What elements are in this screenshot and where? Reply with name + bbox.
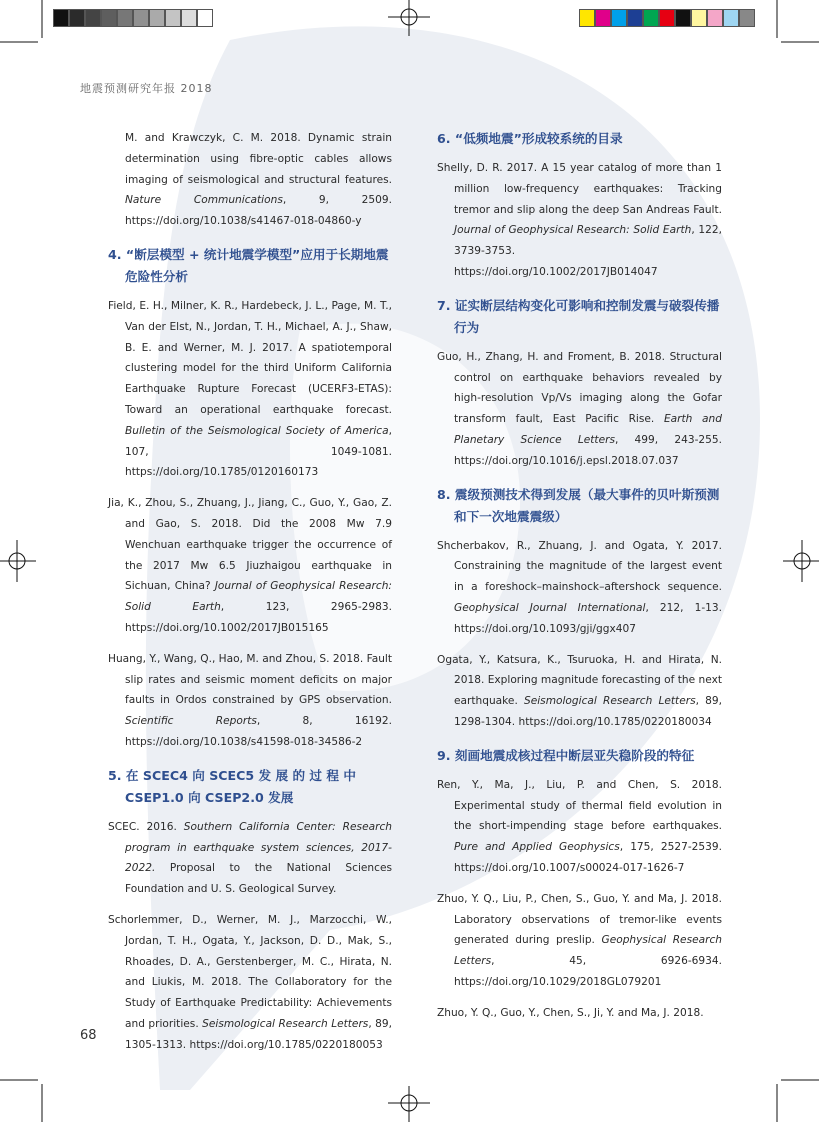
section-heading-9: 9. 刻画地震成核过程中断层亚失稳阶段的特征	[437, 747, 695, 763]
grayscale-color-bar	[53, 9, 213, 27]
color-swatch	[691, 9, 707, 27]
reference-entry: Schorlemmer, D., Werner, M. J., Marzocchi, W., Jordan, T. H., Ogata, Y., Jackson, D. D., Mak, S., Rhoades, D. A., Gerstenberger, M. C., Hirata, N. and Liukis, M. 2018. The Collaboratory for the Study of Earthquake Predictability: Achievements and priorities. Seismological Research Letters, 89, 1305-1313. https://doi.org/10.1785/0220180053	[108, 913, 392, 1051]
color-swatch	[101, 9, 117, 27]
color-swatch	[197, 9, 213, 27]
color-swatch	[53, 9, 69, 27]
color-swatch	[707, 9, 723, 27]
color-swatch	[723, 9, 739, 27]
page-number: 68	[80, 1028, 97, 1043]
color-swatch	[659, 9, 675, 27]
reference-entry: Guo, H., Zhang, H. and Froment, B. 2018. Structural control on earthquake behaviors revealed by high-resolution Vp/Vs imaging along the Gofar transform fault, East Pacific Rise. Earth and Planetary Science Letters, 499, 243-255. https://doi.org/10.1016/j.epsl.2018.07.037	[437, 350, 723, 467]
color-swatch	[85, 9, 101, 27]
color-swatch	[165, 9, 181, 27]
color-swatch	[595, 9, 611, 27]
reference-entry: Jia, K., Zhou, S., Zhuang, J., Jiang, C., Guo, Y., Gao, Z. and Gao, S. 2018. Did the 2008 Mw 7.9 Wenchuan earthquake trigger the occurrence of the 2017 Mw 6.5 Jiuzhaigou earthquake in Sichuan, China? Journal of Geophysical Research: Solid Earth, 123, 2965-2983. https://doi.org/10.1002/2017JB015165	[108, 497, 392, 634]
color-swatch	[133, 9, 149, 27]
reference-entry: Ren, Y., Ma, J., Liu, P. and Chen, S. 2018. Experimental study of thermal field evolution in the short-impending stage before earthquakes. Pure and Applied Geophysics, 175, 2527-2539. https://doi.org/10.1007/s00024-017-1626-7	[437, 778, 722, 874]
color-swatch	[627, 9, 643, 27]
reference-entry: Field, E. H., Milner, K. R., Hardebeck, J. L., Page, M. T., Van der Elst, N., Jordan, T. H., Michael, A. J., Shaw, B. E. and Werner, M. J. 2017. A spatiotemporal clustering model for the third Uniform California Earthquake Rupture Forecast (UCERF3-ETAS): Toward an operational earthquake forecast. Bulletin of the Seismological Society of America, 107, 1049-1081. https://doi.org/10.1785/0120160173	[108, 299, 392, 479]
cmyk-color-bar	[579, 9, 755, 27]
color-swatch	[181, 9, 197, 27]
color-swatch	[611, 9, 627, 27]
reference-entry: Zhuo, Y. Q., Guo, Y., Chen, S., Ji, Y. and Ma, J. 2018.	[437, 1006, 704, 1019]
color-swatch	[739, 9, 755, 27]
color-swatch	[675, 9, 691, 27]
reference-entry: Ogata, Y., Katsura, K., Tsuruoka, H. and Hirata, N. 2018. Exploring magnitude forecasting of the next earthquake. Seismological Research Letters, 89, 1298-1304. https://doi.org/10.1785/0220180034	[437, 653, 722, 728]
section-heading-5: 5. 在 SCEC4 向 SCEC5 发 展 的 过 程 中 CSEP1.0 向 CSEP2.0 发展	[108, 767, 356, 805]
reference-entry: M. and Krawczyk, C. M. 2018. Dynamic strain determination using fibre-optic cables allows imaging of seismological and structural features. Nature Communications, 9, 2509. https://doi.org/10.1038/s41467-018-04860-y	[125, 132, 393, 228]
reference-entry: Huang, Y., Wang, Q., Hao, M. and Zhou, S. 2018. Fault slip rates and seismic moment deficits on major faults in Ordos constrained by GPS observation. Scientific Reports, 8, 16192. https://doi.org/10.1038/s41598-018-34586-2	[108, 652, 393, 748]
section-heading-6: 6. “低频地震”形成较系统的目录	[437, 131, 623, 146]
reference-entry: Shelly, D. R. 2017. A 15 year catalog of more than 1 million low-frequency earthquakes: Tracking tremor and slip along the deep San Andreas Fault. Journal of Geophysical Research: Solid Earth, 122, 3739-3753. https://doi.org/10.1002/2017JB014047	[437, 162, 722, 278]
page-header-title: 地震预测研究年报 2018	[80, 82, 213, 95]
reference-entry: Shcherbakov, R., Zhuang, J. and Ogata, Y. 2017. Constraining the magnitude of the largest event in a foreshock–mainshock–aftershock sequence. Geophysical Journal International, 212, 1-13. https://doi.org/10.1093/gji/ggx407	[437, 539, 722, 635]
color-swatch	[69, 9, 85, 27]
section-heading-4: 4. “断层模型 + 统计地震学模型”应用于长期地震危险性分析	[108, 246, 389, 284]
reference-entry: Zhuo, Y. Q., Liu, P., Chen, S., Guo, Y. and Ma, J. 2018. Laboratory observations of tremor-like events generated during preslip. Geophysical Research Letters, 45, 6926-6934. https://doi.org/10.1029/2018GL079201	[437, 892, 722, 988]
section-heading-7: 7. 证实断层结构变化可影响和控制发震与破裂传播行为	[437, 297, 720, 335]
right-column	[437, 128, 722, 1034]
color-swatch	[117, 9, 133, 27]
color-swatch	[643, 9, 659, 27]
reference-entry: SCEC. 2016. Southern California Center: Research program in earthquake system sciences, 2017-2022. Proposal to the National Sciences Foundation and U. S. Geological Survey.	[108, 820, 392, 896]
color-swatch	[149, 9, 165, 27]
left-column	[108, 128, 392, 1065]
color-swatch	[579, 9, 595, 27]
section-heading-8: 8. 震级预测技术得到发展（最大事件的贝叶斯预测和下一次地震震级）	[437, 486, 720, 524]
